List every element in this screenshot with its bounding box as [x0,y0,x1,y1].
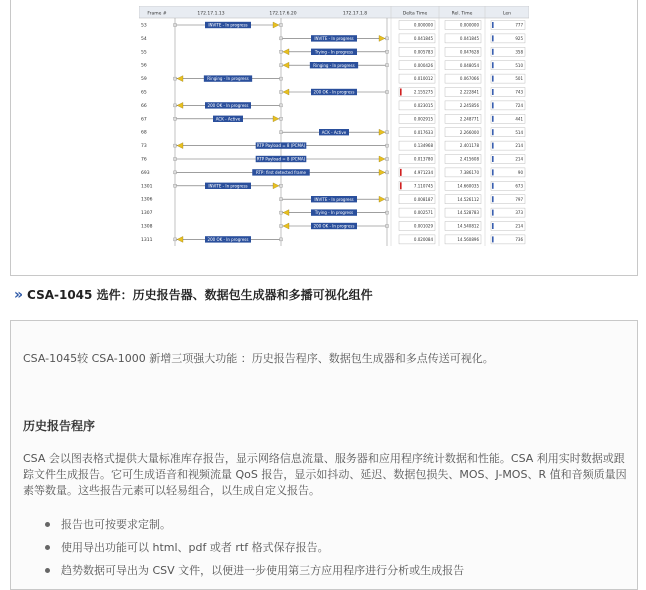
frame-length: 514 [515,129,523,135]
endpoint-marker [280,104,283,107]
frame-number: 1308 [141,224,153,230]
column-header: Frame # [147,11,167,17]
frame-length: 736 [515,237,523,242]
endpoint-marker [174,24,177,27]
delta-time: 0.017633 [413,129,433,135]
message-label: Ringing - In progress [207,76,249,82]
frame-length: 373 [515,210,523,216]
delta-time: 2.155275 [413,89,433,95]
endpoint-marker [174,171,177,174]
delta-time: 0.010012 [413,76,433,82]
endpoint-marker [280,131,283,134]
arrowhead-icon [283,210,289,216]
list-item: 使用导出功能可以 html、pdf 或者 rtf 格式保存报告。 [45,540,625,563]
frame-number: 1307 [141,211,153,217]
rel-time: 2.248771 [459,116,479,122]
arrowhead-icon [177,236,183,242]
message-label: ACK - Active [321,129,347,135]
frame-number: 73 [141,144,147,150]
column-header: 172.17.1.13 [197,11,225,17]
frame-number: 54 [141,36,147,42]
history-reporter-heading: 历史报告程序 [23,419,96,433]
endpoint-marker [174,238,177,241]
len-bar [492,22,494,28]
frame-number: 693 [141,170,150,176]
len-bar [492,183,494,189]
delta-time: 0.041845 [413,36,433,41]
endpoint-marker [386,158,389,161]
delta-time: 0.013780 [413,156,433,162]
rel-time: 2.266000 [459,129,479,135]
arrowhead-icon [283,49,289,55]
section-heading-text: CSA-1045 选件：历史报告器、数据包生成器和多播可视化组件 [27,288,373,302]
len-bar [492,102,494,108]
delta-time: 0.000000 [413,22,433,28]
endpoint-marker [386,198,389,201]
len-bar [492,89,494,95]
len-bar [492,169,494,175]
delta-time: 0.000426 [413,62,433,68]
voip-ladder-diagram [139,6,529,246]
frame-length: 358 [515,49,523,55]
rel-time: 14.528783 [457,210,479,216]
frame-number: 53 [141,23,147,29]
arrowhead-icon [283,62,289,68]
message-label: RTP Payload = 8 (PCMA) [256,156,306,162]
endpoint-marker [174,144,177,147]
rel-time: 0.041845 [459,36,479,41]
rel-time: 0.000000 [459,22,479,28]
frame-length: 441 [515,116,523,122]
arrowhead-icon [379,35,385,41]
endpoint-marker [280,211,283,214]
message-label: RTP Payload = 8 (PCMA) [256,143,306,149]
arrowhead-icon [283,89,289,95]
arrowhead-icon [177,102,183,108]
frame-number: 68 [141,130,147,136]
len-bar [492,49,494,55]
double-chevron-icon: » [14,287,24,303]
message-label: 200 OK - In progress [313,89,355,95]
rel-time: 0.067066 [459,76,479,82]
endpoint-marker [280,225,283,228]
rel-time: 0.048054 [459,62,479,68]
frame-number: 67 [141,117,147,123]
endpoint-marker [174,184,177,187]
delta-time: 4.971234 [413,170,433,175]
endpoint-marker [174,77,177,80]
arrowhead-icon [283,223,289,229]
message-label: Trying - In progress [314,49,354,55]
delta-flag [400,182,402,189]
ladder-svg [139,6,529,246]
frame-length: 214 [515,143,523,149]
frame-number: 76 [141,157,147,163]
endpoint-marker [386,37,389,40]
len-bar [492,156,494,162]
delta-time: 7.110745 [413,183,433,189]
frame-length: 501 [515,76,523,82]
frame-length: 90 [517,170,523,175]
endpoint-marker [386,211,389,214]
len-bar [492,129,494,135]
rel-time: 0.047628 [459,49,479,55]
endpoint-marker [386,50,389,53]
column-header: Len [502,11,512,17]
len-bar [492,35,494,41]
delta-time: 0.001029 [413,223,433,229]
arrowhead-icon [177,76,183,82]
delta-time: 0.002915 [413,116,433,122]
len-bar [492,143,494,149]
endpoint-marker [280,238,283,241]
list-item: 报告也可按要求定制。 [45,517,625,540]
len-bar [492,196,494,202]
endpoint-marker [174,104,177,107]
endpoint-marker [280,37,283,40]
frame-length: 743 [515,89,523,95]
delta-time: 0.020084 [413,237,433,242]
feature-bullet-list [45,517,625,586]
len-bar [492,116,494,122]
endpoint-marker [280,24,283,27]
arrowhead-icon [273,116,279,122]
rel-time: 14.560896 [457,237,479,242]
rel-time: 2.222841 [459,89,479,95]
rel-time: 14.526112 [457,196,479,202]
frame-length: 214 [515,223,523,229]
message-label: RTP: first detected frame [256,170,306,175]
endpoint-marker [386,171,389,174]
content-panel [10,320,638,590]
rel-time: 14.540812 [457,223,479,229]
intro-text: CSA-1045较 CSA-1000 新增三项强大功能 ：历史报告程序、数据包生成器和多点传送可视化。 [23,352,494,365]
endpoint-marker [280,117,283,120]
delta-time: 0.023015 [413,103,433,108]
message-label: Ringing - In progress [313,62,355,68]
frame-number: 1301 [141,184,153,190]
frame-length: 797 [515,196,523,202]
arrowhead-icon [273,22,279,28]
rel-time: 2.415608 [459,156,479,162]
frame-length: 673 [515,183,523,189]
frame-number: 1306 [141,197,153,203]
endpoint-marker [386,91,389,94]
frame-number: 65 [141,90,147,96]
delta-time: 0.134968 [413,143,433,149]
message-label: INVITE - In progress [314,196,354,202]
arrowhead-icon [379,156,385,162]
endpoint-marker [174,117,177,120]
arrowhead-icon [379,169,385,175]
message-label: 200 OK - In progress [207,103,249,108]
len-bar [492,236,494,242]
frame-length: 214 [515,156,523,162]
endpoint-marker [280,198,283,201]
arrowhead-icon [379,129,385,135]
frame-number: 59 [141,77,147,83]
column-header: 172.17.6.20 [269,11,297,17]
figure-frame [10,0,638,276]
arrowhead-icon [273,183,279,189]
frame-number: 56 [141,63,147,69]
len-bar [492,76,494,82]
rel-time: 7.386170 [459,170,479,175]
endpoint-marker [174,158,177,161]
message-label: INVITE - In progress [208,22,248,28]
frame-length: 777 [515,22,523,28]
arrowhead-icon [177,143,183,149]
message-label: ACK - Active [215,116,241,122]
len-bar [492,62,494,68]
endpoint-marker [386,144,389,147]
rel-time: 2.401178 [459,143,479,149]
delta-flag [400,89,402,96]
endpoint-marker [386,64,389,67]
endpoint-marker [386,225,389,228]
message-label: INVITE - In progress [314,36,354,41]
message-label: INVITE - In progress [208,183,248,189]
frame-length: 724 [515,103,523,108]
frame-length: 925 [515,36,523,41]
frame-number: 55 [141,50,147,56]
endpoint-marker [386,131,389,134]
delta-flag [400,169,402,176]
arrowhead-icon [379,196,385,202]
frame-number: 1311 [141,237,153,243]
rel-time: 14.660035 [457,183,479,189]
delta-time: 0.002571 [413,210,433,216]
endpoint-marker [280,91,283,94]
len-bar [492,210,494,216]
frame-number: 66 [141,103,147,109]
message-label: 200 OK - In progress [313,223,355,229]
endpoint-marker [280,50,283,53]
endpoint-marker [280,77,283,80]
rel-time: 2.245856 [459,103,479,108]
column-header: 172.17.1.8 [342,11,368,17]
column-header: Rel. Time [451,11,473,17]
history-reporter-description: CSA 会以图表格式提供大量标准库存报告，显示网络信息流量、服务器和应用程序统计数据和性能。CSA 利用实时数据或跟踪文件生成报告。它可生成语音和视频流量 QoS 报告，显示如抖动、延迟、数据包损失、MOS、J-MOS、R 值和音频质量因素等数量。这些报告元素可以轻易组合，以生成自定义报告。 [23,452,627,497]
list-item: 趋势数据可导出为 CSV 文件，以便进一步使用第三方应用程序进行分析或生成报告 [45,563,625,586]
column-header: Delta Time [402,11,428,17]
endpoint-marker [280,64,283,67]
message-label: 200 OK - In progress [207,237,249,242]
delta-time: 0.005783 [413,49,433,55]
frame-length: 510 [515,62,523,68]
len-bar [492,223,494,229]
section-heading [14,286,373,303]
endpoint-marker [280,184,283,187]
message-label: Trying - In progress [314,210,354,216]
delta-time: 0.008187 [413,196,433,202]
